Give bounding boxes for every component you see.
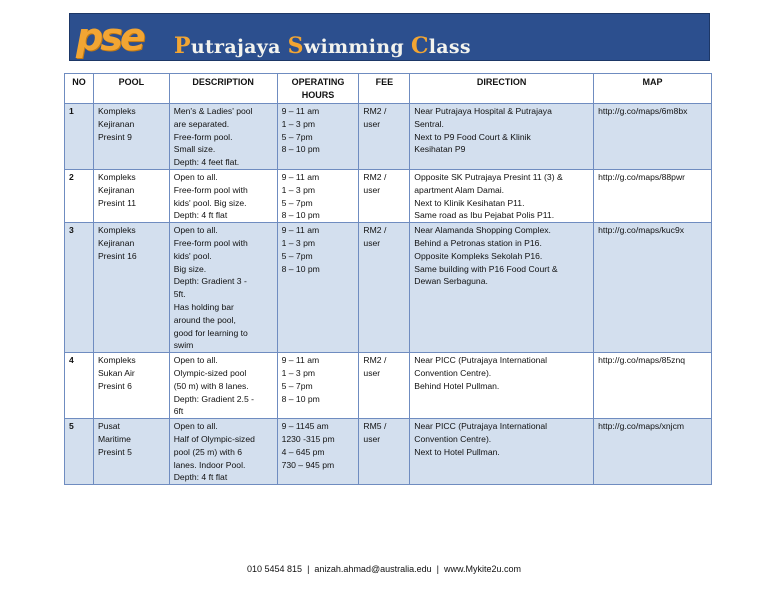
cell-map [594,169,712,222]
cell-operating-hours-line: 9 – 1145 am [281,421,329,432]
cell-direction-line: Next to Klinik Kesihatan P11. [414,197,525,208]
cell-no-value: 5 [69,421,74,432]
cell-direction-line: Next to P9 Food Court & Klinik [414,131,531,142]
cell-operating-hours-line: 1 – 3 pm [281,118,316,129]
cell-pool [93,419,169,485]
cell-description-line: Big size. [173,263,207,274]
cell-operating-hours-line: 1 – 3 pm [281,184,316,195]
cell-direction-line: Near PICC (Putrajaya International [414,355,548,366]
footer-contact [0,563,768,575]
cell-operating-hours-line: 9 – 11 am [281,106,320,116]
cell-operating-hours-line: 8 – 10 pm [281,393,320,404]
cell-description-line: Has holding bar [173,301,234,312]
cell-description-line: are separated. [173,118,230,129]
cell-direction-line: Opposite SK Putrajaya Presint 11 (3) & [414,171,563,182]
cell-operating-hours-line: 9 – 11 am [281,171,320,182]
cell-description-line: Open to all. [173,355,218,366]
cell-fee-line: user [363,367,381,378]
cell-description-line: swim [173,340,194,351]
cell-fee [359,419,410,485]
brand-word-1-initial: P [174,33,191,59]
cell-description [169,169,277,222]
cell-no-value: 4 [69,355,74,366]
cell-pool-line: Kompleks [97,355,136,366]
cell-direction-line: Behind a Petronas station in P16. [414,237,542,248]
cell-description-line: pool (25 m) with 6 [173,446,243,457]
cell-direction-line: Sentral. [414,118,444,129]
table-row [65,223,712,353]
map-link[interactable]: http://g.co/maps/88pwr [598,171,686,182]
map-link[interactable]: http://g.co/maps/kuc9x [598,225,685,236]
cell-pool-line: Kejiranan [97,184,135,195]
map-link[interactable]: http://g.co/maps/xnjcm [598,421,685,432]
cell-operating-hours-line: 5 – 7pm [281,380,313,391]
cell-pool-line: Presint 6 [97,380,132,391]
cell-pool [93,353,169,419]
cell-direction [410,104,594,170]
cell-fee-line: RM2 / [363,171,387,182]
cell-pool-line: Kompleks [97,171,136,182]
cell-description-line: lanes. Indoor Pool. [173,459,246,470]
cell-description-line: kids' pool. [173,250,212,261]
cell-direction-line: Same road as Ibu Pejabat Polis P11. [414,210,555,221]
col-header-pool: POOL [93,74,169,104]
cell-operating-hours [277,419,359,485]
map-link[interactable]: http://g.co/maps/6m8bx [598,106,688,116]
cell-fee-line: RM2 / [363,225,387,236]
footer-phone: 010 5454 815 [247,564,303,574]
cell-direction-line: Behind Hotel Pullman. [414,380,500,391]
cell-description-line: Depth: 4 ft flat [173,472,228,483]
cell-no [65,419,94,485]
cell-no [65,169,94,222]
cell-fee [359,353,410,419]
cell-pool-line: Kejiranan [97,237,135,248]
cell-direction-line: Opposite Kompleks Sekolah P16. [414,250,543,261]
cell-description-line: Depth: 4 feet flat. [173,157,240,168]
cell-fee [359,169,410,222]
table-header-row [65,74,712,104]
table-row [65,353,712,419]
cell-description-line: Open to all. [173,171,218,182]
cell-operating-hours-line: 9 – 11 am [281,225,320,236]
table-row [65,419,712,485]
cell-direction-line: Dewan Serbaguna. [414,276,488,287]
cell-fee-line: user [363,433,381,444]
cell-direction-line: apartment Alam Damai. [414,184,505,195]
cell-description-line: Open to all. [173,225,218,236]
cell-operating-hours-line: 1230 -315 pm [281,433,335,444]
cell-no-value: 3 [69,225,74,236]
cell-no-value: 1 [69,106,74,116]
cell-description-line: Open to all. [173,421,218,432]
cell-direction [410,169,594,222]
cell-operating-hours-line: 8 – 10 pm [281,263,320,274]
cell-description-line: Depth: 4 ft flat [173,210,228,221]
cell-description-line: Free-form pool with [173,237,248,248]
footer-email: anizah.ahmad@australia.edu [314,564,432,574]
cell-operating-hours [277,353,359,419]
cell-operating-hours-line: 1 – 3 pm [281,237,316,248]
cell-direction-line: Near PICC (Putrajaya International [414,421,548,432]
cell-description [169,104,277,170]
cell-description-line: 5ft. [173,289,186,300]
cell-description-line: Depth: Gradient 3 - [173,276,247,287]
cell-pool-line: Presint 9 [97,131,132,142]
cell-operating-hours-line: 4 – 645 pm [281,446,325,457]
cell-pool-line: Maritime [97,433,131,444]
cell-map [594,223,712,353]
cell-description-line: Olympic-sized pool [173,367,247,378]
map-link[interactable]: http://g.co/maps/85znq [598,355,686,366]
cell-operating-hours-line: 5 – 7pm [281,131,313,142]
cell-description [169,419,277,485]
cell-direction-line: Convention Centre). [414,433,492,444]
cell-operating-hours-line: 1 – 3 pm [281,367,316,378]
cell-direction-line: Convention Centre). [414,367,492,378]
brand-word-2-initial: S [287,33,304,59]
cell-description-line: around the pool, [173,314,236,325]
table-body [65,104,712,485]
cell-direction-line: Same building with P16 Food Court & [414,263,558,274]
cell-pool-line: Pusat [97,421,120,432]
cell-fee-line: user [363,184,381,195]
cell-no [65,353,94,419]
cell-operating-hours-line: 5 – 7pm [281,250,313,261]
col-header-map: MAP [594,74,712,104]
cell-description-line: Half of Olympic-sized [173,433,255,444]
col-header-fee: FEE [359,74,410,104]
cell-operating-hours-line: 730 – 945 pm [281,459,335,470]
cell-map [594,353,712,419]
cell-pool-line: Sukan Air [97,367,135,378]
cell-fee-line: user [363,237,381,248]
cell-operating-hours [277,223,359,353]
cell-description [169,353,277,419]
cell-direction-line: Kesihatan P9 [414,144,466,155]
cell-direction-line: Near Alamanda Shopping Complex. [414,225,551,236]
cell-direction-line: Near Putrajaya Hospital & Putrajaya [414,106,552,116]
cell-description-line: Free-form pool with [173,184,248,195]
cell-fee-line: RM5 / [363,421,387,432]
brand-word-3: lass [428,36,471,58]
table-row [65,169,712,222]
cell-fee [359,223,410,353]
cell-operating-hours [277,104,359,170]
cell-description-line: (50 m) with 8 lanes. [173,380,249,391]
pse-logo: pse [76,15,143,59]
cell-pool-line: Kompleks [97,106,136,116]
header-banner [69,13,710,61]
cell-description-line: Depth: Gradient 2.5 - [173,393,254,404]
cell-description-line: Men's & Ladies' pool [173,106,253,116]
cell-fee-line: user [363,118,381,129]
col-header-description: DESCRIPTION [169,74,277,104]
cell-map [594,419,712,485]
cell-pool-line: Presint 11 [97,197,136,208]
brand-word-3-initial: C [410,33,429,59]
cell-description [169,223,277,353]
footer-separator: | [436,564,439,574]
cell-no [65,104,94,170]
cell-fee-line: RM2 / [363,106,387,116]
brand-word-2: wimming [303,36,411,58]
col-header-operating-hours: OPERATING HOURS [277,74,359,104]
cell-fee-line: RM2 / [363,355,387,366]
cell-pool [93,104,169,170]
cell-no-value: 2 [69,171,74,182]
col-header-direction: DIRECTION [410,74,594,104]
cell-operating-hours [277,169,359,222]
cell-no [65,223,94,353]
footer-website[interactable]: www.Mykite2u.com [443,564,521,574]
cell-pool [93,169,169,222]
cell-operating-hours-line: 5 – 7pm [281,197,313,208]
cell-pool-line: Kejiranan [97,118,135,129]
cell-pool-line: Presint 5 [97,446,132,457]
cell-direction [410,419,594,485]
cell-direction [410,223,594,353]
footer-separator: | [307,564,310,574]
cell-description-line: Small size. [173,144,216,155]
col-header-no: NO [65,74,94,104]
pool-table [64,73,712,485]
cell-direction-line: Next to Hotel Pullman. [414,446,500,457]
brand-title [174,35,471,58]
cell-pool-line: Kompleks [97,225,136,236]
cell-description-line: kids' pool. Big size. [173,197,247,208]
table-row [65,104,712,170]
cell-operating-hours-line: 8 – 10 pm [281,144,320,155]
cell-description-line: good for learning to [173,327,248,338]
cell-pool [93,223,169,353]
cell-fee [359,104,410,170]
cell-description-line: 6ft [173,406,184,417]
cell-pool-line: Presint 16 [97,250,137,261]
brand-word-1: utrajaya [190,36,288,58]
cell-operating-hours-line: 9 – 11 am [281,355,320,366]
cell-direction [410,353,594,419]
cell-description-line: Free-form pool. [173,131,233,142]
cell-map [594,104,712,170]
cell-operating-hours-line: 8 – 10 pm [281,210,320,221]
